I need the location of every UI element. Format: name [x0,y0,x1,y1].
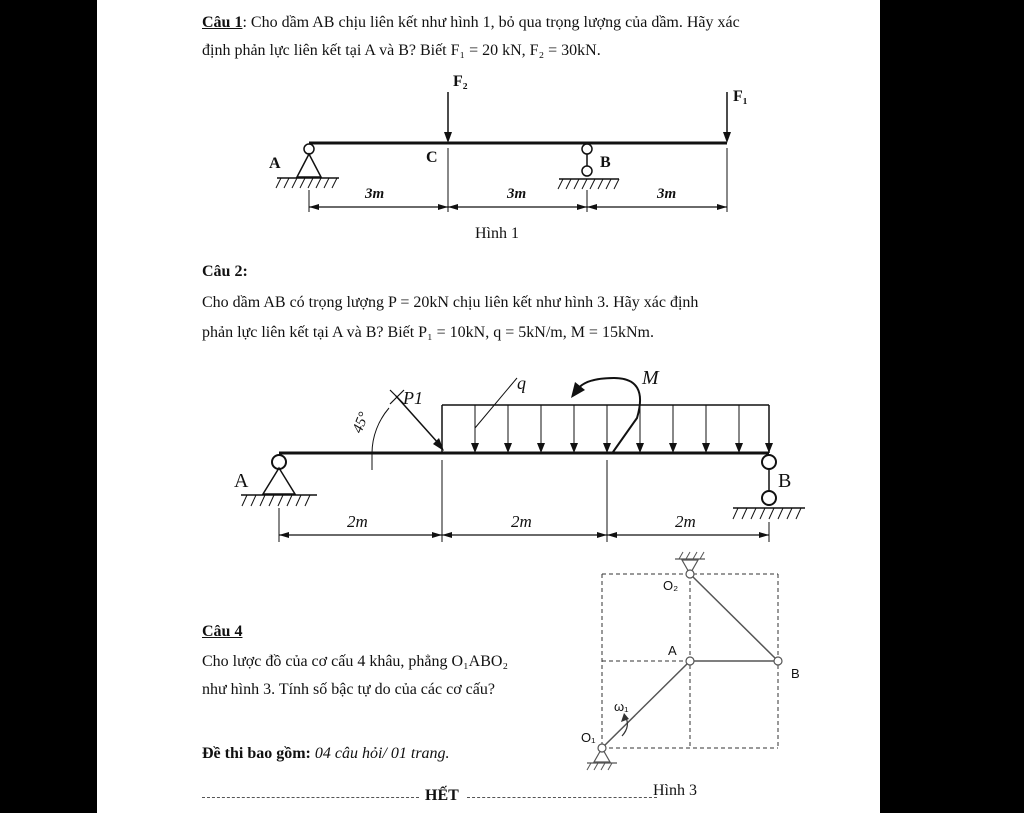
label-dim-2m-2: 2m [511,512,532,531]
label-a-3: A [668,643,677,658]
q2-heading: Câu 2: [202,263,248,280]
label-dim-2m-3: 2m [675,512,696,531]
figure3-caption: Hình 3 [653,782,697,799]
q4-line1: Cho lược đồ của cơ cấu 4 khâu, phẳng O₁ABO₂ [202,653,509,670]
q2-line2: phản lực liên kết tại A và B? Biết P₁ = 10kN, q = 5kN/m, M = 15kNm. [202,324,654,341]
label-o1: O₁ [581,730,596,745]
q2-line1: Cho dầm AB có trọng lượng P = 20kN chịu liên kết như hình 3. Hãy xác định [202,294,699,311]
exam-note-label: Đề thi bao gồm: [202,745,311,762]
label-m: M [642,367,659,389]
joint-b [774,657,782,665]
omega-arrowhead [621,713,629,722]
label-omega1: ω₁ [614,699,629,714]
joint-a [686,657,694,665]
label-p1: P1 [403,388,423,408]
label-dim-3: 3m [657,186,677,202]
exam-page [97,0,880,813]
exam-note-value: 04 câu hỏi/ 01 trang. [314,745,450,762]
label-dim-2: 3m [507,186,527,202]
joint-o1 [598,744,606,752]
label-b: B [600,154,611,171]
label-b-3: B [791,666,800,681]
label-dim-1: 3m [365,186,385,202]
label-a-2: A [234,470,249,492]
label-b-2: B [778,470,792,492]
link-o2-b [690,574,778,661]
joint-o2 [686,570,694,578]
q4-heading: Câu 4 [202,623,243,640]
footer-end: HẾT [425,787,459,804]
q1-line1-text: : Cho dầm AB chịu liên kết như hình 1, bỏ qua trọng lượng của dầm. Hãy xác [242,14,740,31]
q4-line2: như hình 3. Tính số bậc tự do của các cơ cấu? [202,681,495,698]
label-c: C [426,149,438,166]
label-q: q [517,373,526,393]
q1-line2: định phản lực liên kết tại A và B? Biết F₁ = 20 kN, F₂ = 30kN. [202,42,601,59]
label-a: A [269,155,281,172]
label-f1: F₁ [733,88,748,105]
label-angle: 45° [349,410,373,436]
label-o2: O₂ [663,578,679,593]
figure3-mechanism [97,0,880,800]
label-f2: F₂ [453,73,468,90]
figure1-caption: Hình 1 [475,225,519,242]
label-dim-2m-1: 2m [347,512,368,531]
q1-heading: Câu 1 [202,14,243,31]
